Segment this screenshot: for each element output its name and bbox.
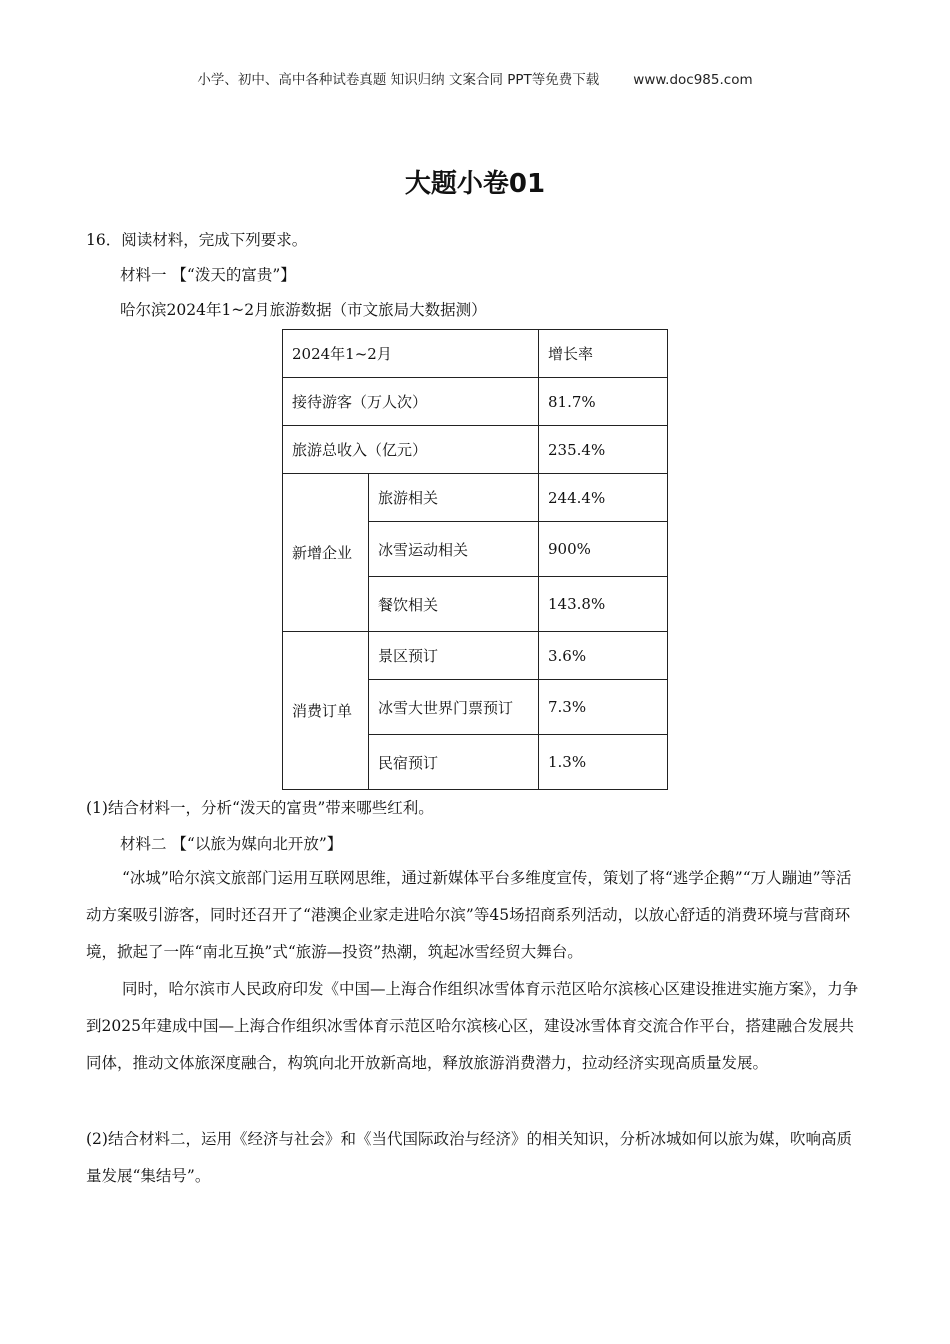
- header-period-cell: 2024年1~2月: [283, 330, 539, 378]
- page-title: 大题小卷01: [404, 169, 546, 199]
- header-site-link[interactable]: www.doc985.com: [633, 72, 753, 88]
- row-value: 81.7%: [539, 378, 668, 426]
- table-header-row: [283, 330, 668, 378]
- row-label: 冰雪大世界门票预订: [369, 680, 539, 735]
- sub-question-2: [86, 1121, 866, 1195]
- group-label: 新增企业: [283, 474, 369, 632]
- row-label: 旅游相关: [369, 474, 539, 522]
- row-label: 接待游客（万人次）: [283, 378, 539, 426]
- row-label: 民宿预订: [369, 735, 539, 790]
- row-value: 1.3%: [539, 735, 668, 790]
- page-header: [0, 68, 950, 88]
- row-value: 7.3%: [539, 680, 668, 735]
- material2-paragraph-1: [86, 860, 866, 971]
- row-label: 景区预订: [369, 632, 539, 680]
- row-value: 143.8%: [539, 577, 668, 632]
- row-value: 235.4%: [539, 426, 668, 474]
- row-label: 餐饮相关: [369, 577, 539, 632]
- row-value: 900%: [539, 522, 668, 577]
- tourism-data-table: [282, 329, 668, 790]
- group-label: 消费订单: [283, 632, 369, 790]
- row-value: 3.6%: [539, 632, 668, 680]
- question-number: 16．: [86, 231, 122, 249]
- table-row: [283, 632, 668, 680]
- question-line: [86, 228, 307, 250]
- row-label: 冰雪运动相关: [369, 522, 539, 577]
- question-prompt: 阅读材料，完成下列要求。: [121, 231, 308, 249]
- paragraph-text: 同时，哈尔滨市人民政府印发《中国—上海合作组织冰雪体育示范区哈尔滨核心区建设推进实施方案》，力争到2025年建成中国—上海合作组织冰雪体育示范区哈尔滨核心区，建设冰雪体育交流合作平台，搭建融合发展共同体，推动文体旅深度融合，构筑向北开放新高地，释放旅游消费潜力，拉动经济实现高质量发展。: [86, 980, 859, 1072]
- paragraph-text: “冰城”哈尔滨文旅部门运用互联网思维，通过新媒体平台多维度宣传，策划了将“逃学企鹅”“万人蹦迪”等活动方案吸引游客，同时还召开了“港澳企业家走进哈尔滨”等45场招商系列活动，以放心舒适的消费环境与营商环境，掀起了一阵“南北互换”式“旅游—投资”热潮，筑起冰雪经贸大舞台。: [86, 869, 852, 961]
- header-text: 小学、初中、高中各种试卷真题 知识归纳 文案合同 PPT等免费下载: [197, 72, 600, 88]
- row-label: 旅游总收入（亿元）: [283, 426, 539, 474]
- table-row: [283, 426, 668, 474]
- sub-question-2-text: (2)结合材料二，运用《经济与社会》和《当代国际政治与经济》的相关知识，分析冰城如何以旅为媒，吹响高质量发展“集结号”。: [86, 1130, 852, 1185]
- material2-label: 材料二 【“以旅为媒向北开放”】: [120, 835, 343, 853]
- row-value: 244.4%: [539, 474, 668, 522]
- sub-question-1: (1)结合材料一，分析“泼天的富贵”带来哪些红利。: [86, 799, 434, 817]
- material1-label: 材料一 【“泼天的富贵”】: [120, 266, 296, 284]
- table-row: [283, 474, 668, 522]
- table-caption: 哈尔滨2024年1~2月旅游数据（市文旅局大数据测）: [120, 301, 487, 319]
- table-row: [283, 378, 668, 426]
- header-growth-cell: 增长率: [539, 330, 668, 378]
- material2-paragraph-2: [86, 971, 866, 1082]
